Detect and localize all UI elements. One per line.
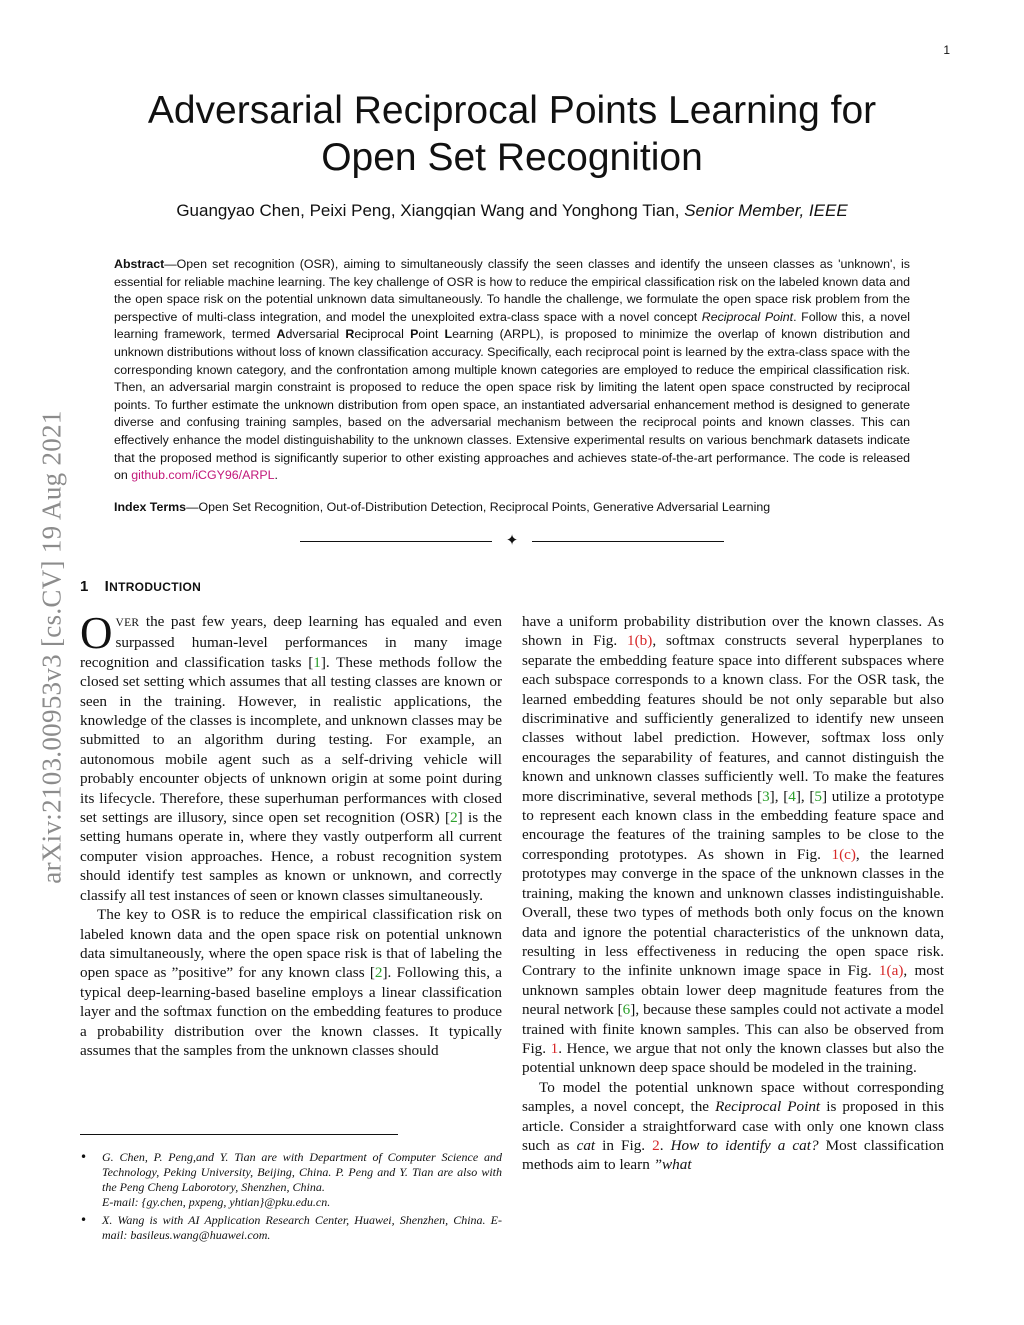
section-divider: [300, 531, 724, 549]
abstract: Abstract—Open set recognition (OSR), aiming to simultaneously classify the seen classes and identify the unseen classes as 'unknown', is essential for reliable machine learning. The key challenge of OSR is how to reduce the empirical classification risk on the labeled known data and the open space risk on the potential unknown data simultaneously. To handle the challenge, we formulate the open space risk problem from the perspective of multi-class integration, and model the unexploited extra-class space with a novel concept Reciprocal Point. Follow this, a novel learning framework, termed Adversarial Reciprocal Point Learning (ARPL), is proposed to minimize the overlap of known distribution and unknown distributions without loss of known classification accuracy. Specifically, each reciprocal point is learned by the extra-class space with the corresponding known category, and the confrontation among multiple known categories are employed to reduce the empirical classification risk. Then, an adversarial margin constraint is proposed to reduce the open space risk by limiting the latent open space constructed by reciprocal points. To further estimate the unknown distribution from open space, an instantiated adversarial enhancement method is designed to generate diverse and confusing training samples, based on the adversarial mechanism between the reciprocal points and known classes. This can effectively enhance the model distinguishability to the unknown classes. Extensive experimental results on various benchmark datasets indicate that the proposed method is significantly superior to other existing approaches and achieves state-of-the-art performance. The code is released on github.com/iCGY96/ARPL.: [114, 257, 911, 483]
citation-link[interactable]: 4: [788, 787, 796, 805]
author-names: Guangyao Chen, Peixi Peng, Xiangqian Wang and Yonghong Tian,: [176, 201, 680, 220]
concept-term: Reciprocal Point: [701, 309, 794, 324]
citation-link[interactable]: 3: [762, 787, 770, 805]
divider-rule-left: [300, 541, 492, 542]
author-role: Senior Member, IEEE: [684, 201, 848, 220]
section-number: 1: [80, 578, 89, 595]
arxiv-stamp: arXiv:2103.00953v3 [cs.CV] 19 Aug 2021: [36, 410, 67, 884]
left-column: [80, 608, 503, 1060]
code-link[interactable]: github.com/iCGY96/ARPL: [131, 468, 275, 483]
citation-link[interactable]: 6: [622, 1001, 631, 1019]
figure-link[interactable]: 2: [652, 1136, 660, 1154]
citation-link[interactable]: 2: [450, 809, 458, 827]
citation-link[interactable]: 5: [814, 787, 823, 805]
drop-cap: O: [80, 608, 113, 658]
figure-link[interactable]: 1(a): [878, 962, 904, 980]
citation-link[interactable]: 2: [374, 964, 383, 982]
divider-diamond-icon: ✦: [505, 531, 519, 549]
author-line: [100, 201, 924, 221]
paper-title: Adversarial Reciprocal Points Learning for Open Set Recognition: [147, 89, 877, 179]
footnote: • X. Wang is with AI Application Research Center, Huawei, Shenzhen, China. E-mail: basileus.wang@huawei.com.: [80, 1213, 502, 1242]
bullet-icon: •: [80, 1150, 88, 1164]
divider-rule-right: [532, 541, 724, 542]
figure-link[interactable]: 1(b): [627, 632, 653, 650]
footnote: • G. Chen, P. Peng,and Y. Tian are with Department of Computer Science and Technology, Peking University, Beijing, China. P. Peng and Y. Tian are also with the Peng Cheng Laborotory, Shenzhen, China. E-mail: {gy.chen, pxpeng, yhtian}@pku.edu.cn.: [80, 1150, 502, 1209]
abstract-label: Abstract: [114, 257, 165, 271]
paragraph: To model the potential unknown space without corresponding samples, a novel concept, the Reciprocal Point is proposed in this article. Consider a straightforward case with only one known class such as cat in Fig. 2. How to identify a cat? Most classification methods aim to learn ”what: [522, 1078, 944, 1174]
paragraph: The key to OSR is to reduce the empirical classification risk on labeled known data and the open space risk on potential unknown data simultaneously, where the open space risk is that of labeling the open space as ”positive” for any known class [2]. Following this, a typical deep-learning-based baseline employs a linear classification layer and the softmax function on the embedding features to produce a probability distribution over the known classes. It typically assumes that the samples from the unknown classes should: [80, 906, 502, 1059]
footnote-email: E-mail: {gy.chen, pxpeng, yhtian}@pku.edu.cn.: [102, 1195, 331, 1209]
bullet-icon: •: [80, 1213, 88, 1227]
page-number: 1: [943, 43, 950, 57]
paragraph: OVER the past few years, deep learning has equaled and even surpassed human-level performances in many image recognition and classification tasks [1]. These methods follow the closed set setting which assumes that all testing classes are known or seen in the training. However, in realistic applications, the knowledge of the classes is incomplete, and unknown classes may be submitted to an algorithm during testing. For example, an autonomous mobile agent such as a self-driving vehicle will probably encounter objects of unknown origin at some point during its lifecycle. Therefore, these superhuman performances with closed set settings are illusory, since open set recognition (OSR) [2] is the setting humans operate in, where they vastly outperform all current computer vision approaches. Hence, a robust recognition system should identify test samples as known or unknown, and correctly classify all test instances of seen or known classes simultaneously.: [80, 608, 503, 904]
right-column: [522, 612, 944, 1175]
figure-link[interactable]: 1: [550, 1039, 559, 1057]
paragraph: have a uniform probability distribution over the known classes. As shown in Fig. 1(b), softmax constructs several hyperplanes to separate the embedding feature space into different subspaces where each subspace corresponds to a known class. For the OSR task, the learned embedding features should be not only separable but also discriminative and sufficiently generalized to identify new unseen classes without label prediction. However, softmax loss only encourages the separability of features, and cannot distinguish the known and unknown classes sufficiently well. To make the features more discriminative, several methods [3], [4], [5] utilize a prototype to represent each known class in the embedding feature space and encourage the features of the training samples to be close to the corresponding prototypes. As shown in Fig. 1(c), the learned prototypes may converge in the space of the unknown classes in the training, making the known and unknown classes indistinguishable. Overall, these two types of methods both only focus on the known data and ignore the potential characteristics of the unknown data, resulting in less effectiveness in reducing the open space risk. Contrary to the infinite unknown image space in Fig. 1(a), most unknown samples obtain lower deep magnitude features from the neural network [6], because these samples could not activate a model trained with finite known samples. This can also be observed from Fig. 1. Hence, we argue that not only the known classes but also the potential unknown deep space should be modeled in the training.: [522, 613, 944, 1077]
citation-link[interactable]: 1: [313, 653, 321, 671]
footnote-rule: [80, 1134, 398, 1135]
section-heading: 1 INTRODUCTION: [80, 578, 202, 595]
index-terms: Index Terms—Open Set Recognition, Out-of-Distribution Detection, Reciprocal Points, Generative Adversarial Learning: [114, 500, 771, 514]
footnotes: [80, 1150, 502, 1243]
index-terms-label: Index Terms: [114, 500, 187, 514]
figure-link[interactable]: 1(c): [831, 845, 856, 863]
